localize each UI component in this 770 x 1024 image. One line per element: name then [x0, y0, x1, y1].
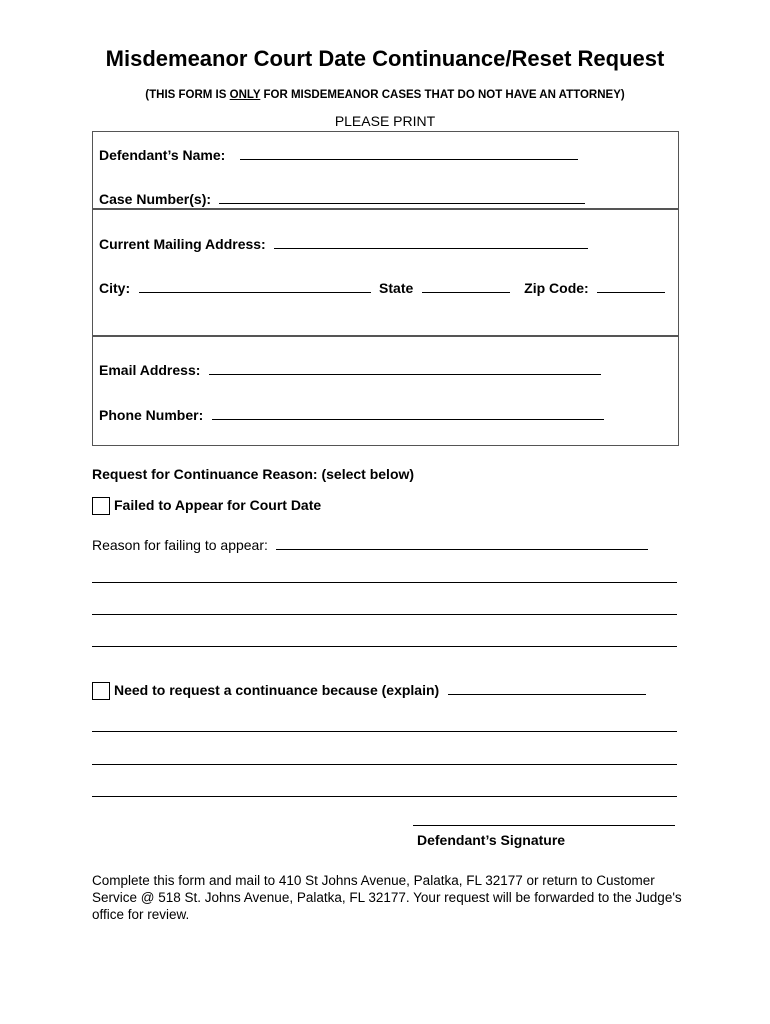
form-title: Misdemeanor Court Date Continuance/Reset Request	[105, 46, 665, 71]
phone-label: Phone Number:	[99, 407, 204, 423]
reason-failing-field[interactable]	[276, 535, 648, 550]
phone-field[interactable]	[212, 405, 604, 420]
defendant-name-row	[99, 145, 578, 165]
case-number-row	[99, 189, 585, 209]
contact-box	[92, 335, 679, 446]
case-number-label: Case Number(s):	[99, 191, 212, 207]
failed-to-appear-checkbox[interactable]	[92, 497, 110, 515]
email-field[interactable]	[209, 360, 601, 375]
city-label: City:	[99, 280, 131, 296]
state-field[interactable]	[422, 278, 510, 293]
subtitle-emphasis: ONLY	[229, 89, 261, 101]
city-state-zip-row	[99, 278, 665, 298]
defendant-name-field[interactable]	[240, 145, 578, 160]
failed-to-appear-label: Failed to Appear for Court Date	[114, 497, 322, 514]
state-label: State	[379, 280, 414, 296]
need-continuance-option	[92, 680, 646, 700]
need-continuance-field[interactable]	[448, 680, 646, 695]
defendant-name-label: Defendant’s Name:	[99, 147, 226, 163]
explain-line-2[interactable]	[92, 764, 677, 765]
need-continuance-checkbox[interactable]	[92, 682, 110, 700]
phone-row	[99, 405, 604, 425]
reason-failing-line-3[interactable]	[92, 646, 677, 647]
case-number-field[interactable]	[219, 189, 585, 204]
explain-line-3[interactable]	[92, 796, 677, 797]
zip-code-label: Zip Code:	[524, 280, 589, 296]
mailing-address-field[interactable]	[274, 234, 588, 249]
reason-failing-label: Reason for failing to appear:	[92, 537, 268, 553]
subtitle-pre: (THIS FORM IS	[145, 89, 230, 101]
failed-to-appear-option	[92, 497, 321, 515]
signature-line[interactable]	[413, 825, 675, 826]
email-row	[99, 360, 601, 380]
reason-failing-row	[92, 535, 648, 555]
mailing-address-label: Current Mailing Address:	[99, 236, 266, 252]
reason-failing-line-1[interactable]	[92, 582, 677, 583]
form-subtitle	[0, 89, 770, 101]
signature-label: Defendant’s Signature	[417, 832, 566, 848]
explain-line-1[interactable]	[92, 731, 677, 732]
email-label: Email Address:	[99, 362, 201, 378]
need-continuance-label: Need to request a continuance because (explain)	[114, 682, 440, 698]
reason-heading: Request for Continuance Reason: (select below)	[92, 466, 415, 482]
city-field[interactable]	[139, 278, 371, 293]
footer-instructions: Complete this form and mail to 410 St Johns Avenue, Palatka, FL 32177 or return to Customer Service @ 518 St. Johns Avenue, Palatka, FL 32177. Your request will be forwarded to the Judge's office for review.	[92, 873, 682, 922]
subtitle-post: FOR MISDEMEANOR CASES THAT DO NOT HAVE AN ATTORNEY)	[260, 89, 625, 101]
reason-failing-line-2[interactable]	[92, 614, 677, 615]
mailing-address-row	[99, 234, 588, 254]
zip-code-field[interactable]	[597, 278, 665, 293]
address-box	[92, 208, 679, 337]
please-print-note: PLEASE PRINT	[334, 113, 436, 129]
